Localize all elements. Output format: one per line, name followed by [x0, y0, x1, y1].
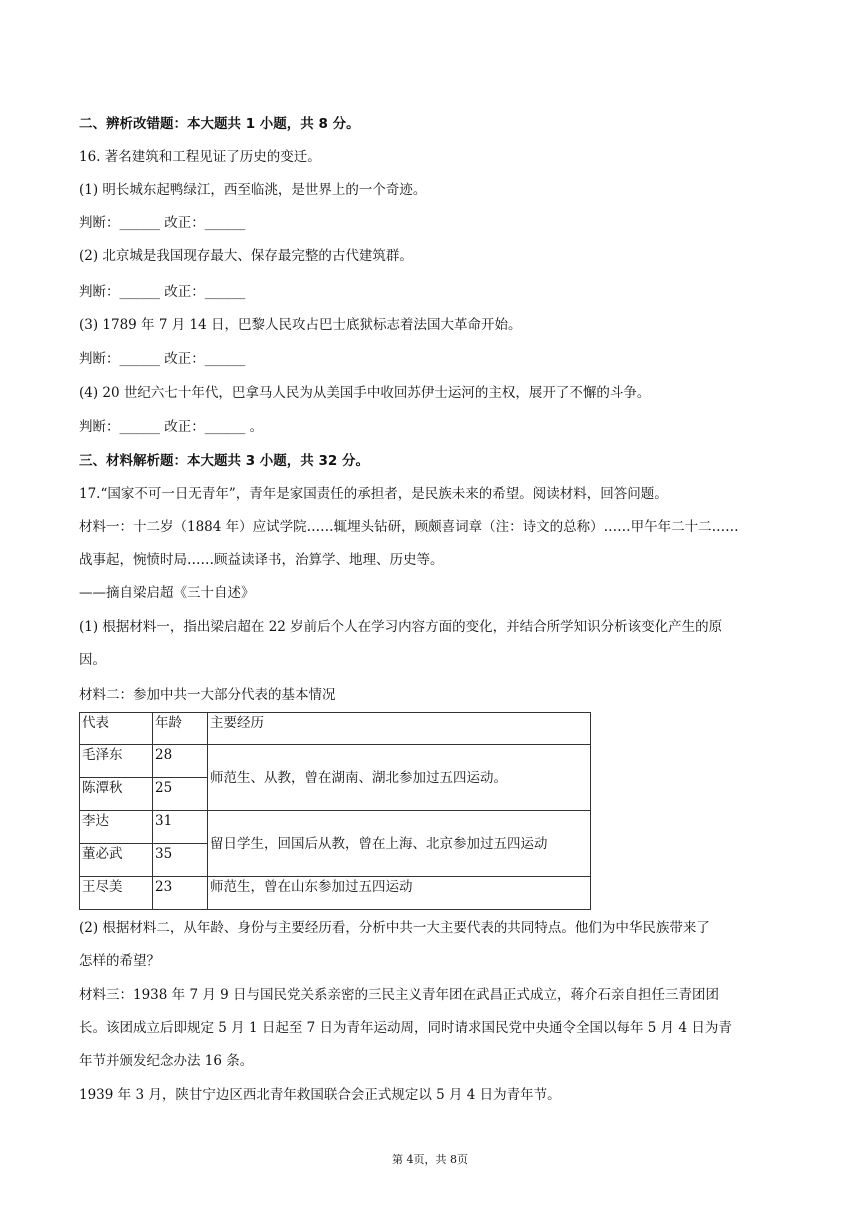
delegates-table — [79, 712, 591, 910]
section2-heading: 二、辨析改错题：本大题共 1 小题，共 8 分。 — [79, 116, 360, 132]
q16-item-2-judge: 判断：______ 改正：______ — [79, 284, 246, 300]
material-3-line-4: 1939 年 3 月，陕甘宁边区西北青年救国联合会正式规定以 5 月 4 日为青年节。 — [79, 1087, 561, 1103]
q17-part2-line-2: 怎样的希望？ — [79, 953, 160, 969]
table-header-cell: 年龄 — [153, 713, 208, 745]
material-1-line-1: 材料一：十二岁（1884 年）应试学院……辄埋头钻研，顾颇喜词章（注：诗文的总称）……甲午年二十二…… — [79, 519, 739, 535]
material-1-source: ——摘自梁启超《三十自述》 — [79, 585, 255, 601]
question-17: 17.“国家不可一日无青年”，青年是家国责任的承担者，是民族未来的希望。阅读材料，回答问题。 — [79, 486, 668, 502]
delegate-name: 毛泽东 — [80, 745, 153, 778]
delegate-age: 23 — [153, 877, 208, 910]
q16-item-1-judge: 判断：______ 改正：______ — [79, 215, 246, 231]
delegate-name: 董必武 — [80, 844, 153, 877]
delegate-age: 28 — [153, 745, 208, 778]
question-16: 16. 著名建筑和工程见证了历史的变迁。 — [79, 149, 321, 165]
material-2-title: 材料二：参加中共一大部分代表的基本情况 — [79, 687, 336, 703]
q16-item-1: (1) 明长城东起鸭绿江，西至临洮，是世界上的一个奇迹。 — [79, 182, 427, 198]
delegate-experience: 师范生，曾在山东参加过五四运动 — [208, 877, 591, 910]
q16-item-3-judge: 判断：______ 改正：______ — [79, 351, 246, 367]
q16-item-3: (3) 1789 年 7 月 14 日，巴黎人民攻占巴士底狱标志着法国大革命开始。 — [79, 317, 522, 333]
q16-item-4-judge: 判断：______ 改正：______ 。 — [79, 419, 264, 435]
material-1-line-2: 战事起，惋愤时局……顾益读译书，治算学、地理、历史等。 — [79, 552, 444, 568]
material-3-line-1: 材料三：1938 年 7 月 9 日与国民党关系亲密的三民主义青年团在武昌正式成立，蒋介石亲自担任三青团团 — [79, 987, 719, 1003]
material-3-line-2: 长。该团成立后即规定 5 月 1 日起至 7 日为青年运动周，同时请求国民党中央通令全国以每年 5 月 4 日为青 — [79, 1020, 732, 1036]
table-row — [80, 877, 591, 910]
delegate-name: 陈潭秋 — [80, 778, 153, 811]
q16-item-4: (4) 20 世纪六七十年代，巴拿马人民为从美国手中收回苏伊士运河的主权，展开了不懈的斗争。 — [79, 385, 651, 401]
q17-part1-line-2: 因。 — [79, 652, 106, 668]
delegate-experience: 留日学生，回国后从教，曾在上海、北京参加过五四运动 — [208, 811, 591, 877]
delegate-experience: 师范生、从教，曾在湖南、湖北参加过五四运动。 — [208, 745, 591, 811]
table-row — [80, 811, 591, 844]
delegate-age: 31 — [153, 811, 208, 844]
table-row — [80, 745, 591, 778]
table-header-cell: 代表 — [80, 713, 153, 745]
q17-part1-line-1: (1) 根据材料一，指出梁启超在 22 岁前后个人在学习内容方面的变化，并结合所学知识分析该变化产生的原 — [79, 619, 723, 635]
delegate-age: 35 — [153, 844, 208, 877]
table-header-row — [80, 713, 591, 745]
section3-heading: 三、材料解析题：本大题共 3 小题，共 32 分。 — [79, 453, 369, 469]
delegate-name: 王尽美 — [80, 877, 153, 910]
material-3-line-3: 年节并颁发纪念办法 16 条。 — [79, 1053, 254, 1069]
page-footer: 第 4页，共 8页 — [392, 1153, 468, 1166]
q16-item-2: (2) 北京城是我国现存最大、保存最完整的古代建筑群。 — [79, 248, 413, 264]
q17-part2-line-1: (2) 根据材料二，从年龄、身份与主要经历看，分析中共一大主要代表的共同特点。他们为中华民族带来了 — [79, 920, 710, 936]
table-header-cell: 主要经历 — [208, 713, 591, 745]
delegate-name: 李达 — [80, 811, 153, 844]
delegate-age: 25 — [153, 778, 208, 811]
